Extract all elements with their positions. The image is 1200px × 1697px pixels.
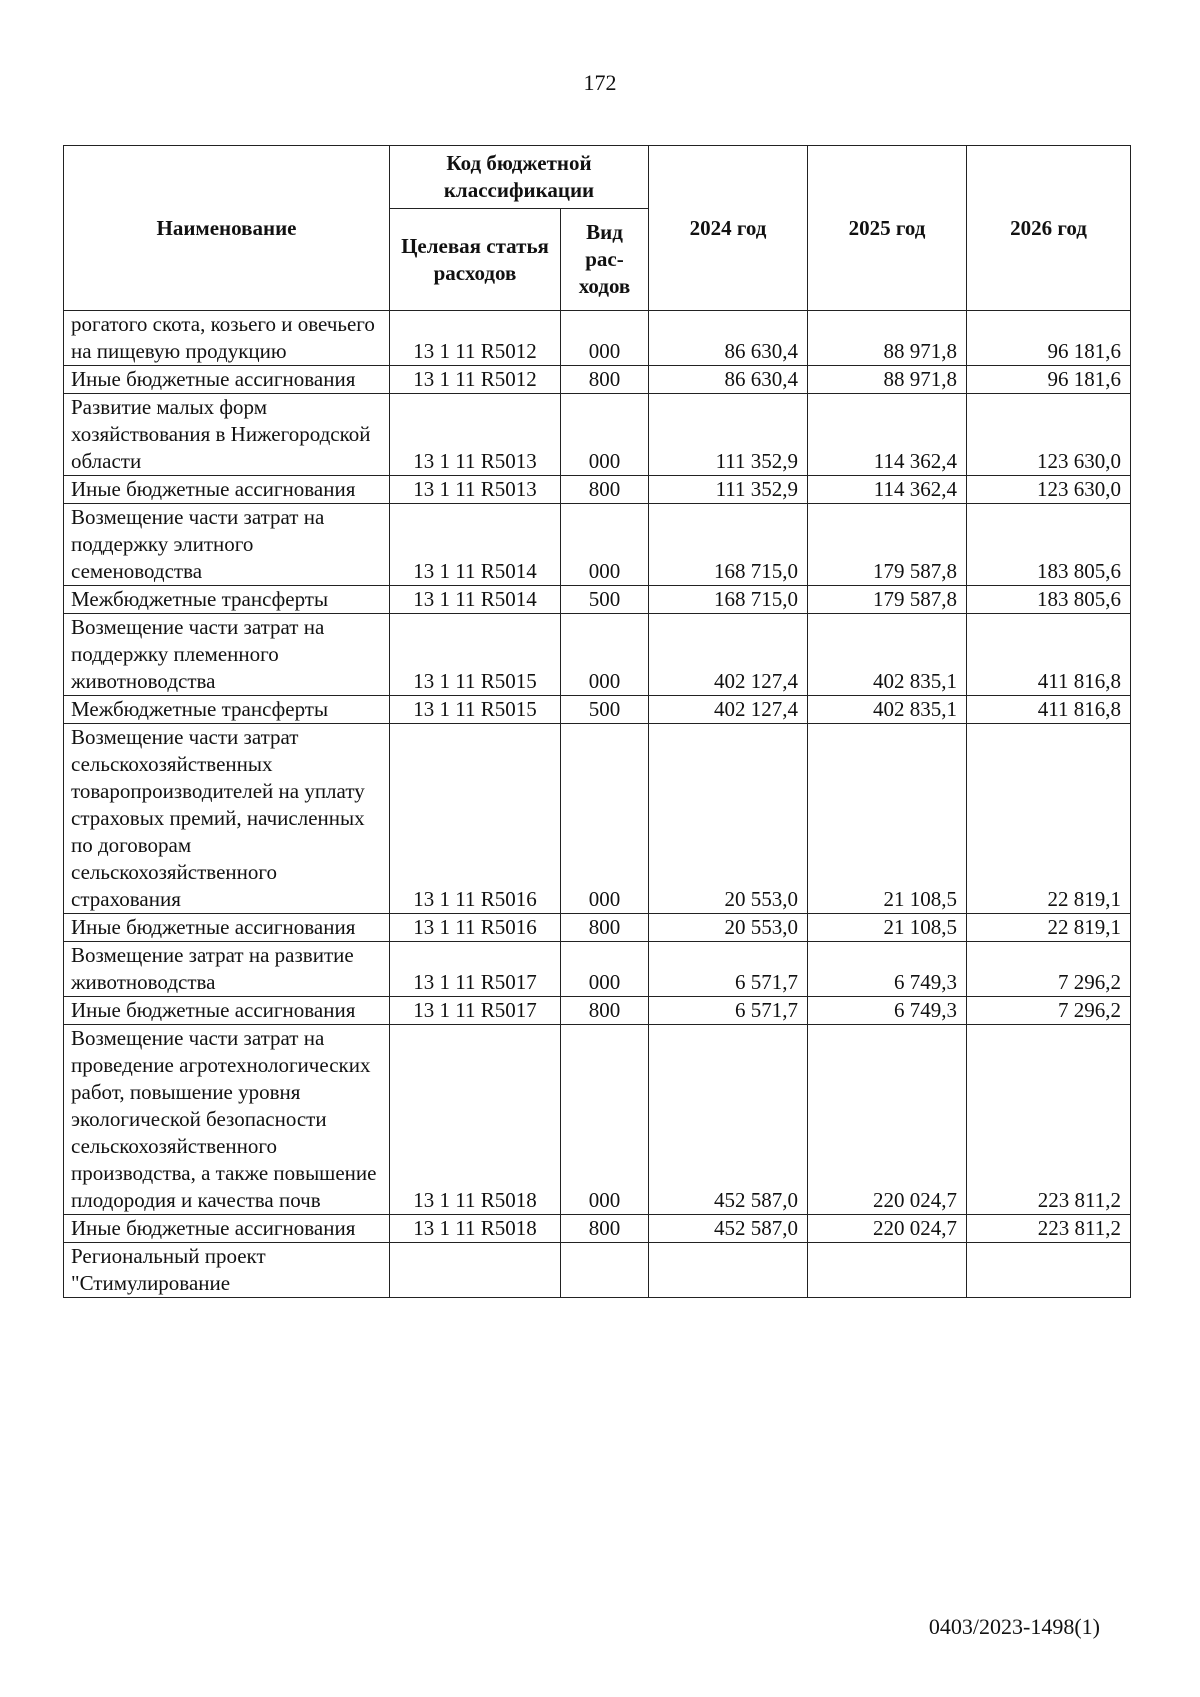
row-target-article-cell: 13 1 11 R5012 xyxy=(390,366,561,394)
table-row xyxy=(64,942,1131,997)
row-value-2025-cell: 179 587,8 xyxy=(808,504,967,586)
table-row xyxy=(64,614,1131,696)
document-id: 0403/2023-1498(1) xyxy=(928,1614,1100,1639)
row-value-2025-cell: 220 024,7 xyxy=(808,1215,967,1243)
row-name-cell: рогатого скота, козьего и овечьего на пищевую продукцию xyxy=(64,311,390,366)
row-name-cell: Возмещение части затрат на поддержку элитного семеноводства xyxy=(64,504,390,586)
row-expense-kind-cell: 800 xyxy=(561,476,649,504)
row-name-cell: Возмещение части затрат на проведение агротехнологических работ, повышение уровня экологической безопасности сельскохозяйственного производства, а также повышение плодородия и качества почв xyxy=(64,1025,390,1215)
row-target-article-cell: 13 1 11 R5017 xyxy=(390,997,561,1025)
table-row xyxy=(64,366,1131,394)
page-number: 172 xyxy=(583,70,617,95)
table-row xyxy=(64,914,1131,942)
row-value-2025-cell: 21 108,5 xyxy=(808,914,967,942)
row-value-2026-cell: 223 811,2 xyxy=(967,1025,1131,1215)
table-row xyxy=(64,997,1131,1025)
row-name-cell: Возмещение части затрат на поддержку племенного животноводства xyxy=(64,614,390,696)
row-value-2024-cell: 20 553,0 xyxy=(649,914,808,942)
row-target-article-cell: 13 1 11 R5017 xyxy=(390,942,561,997)
row-value-2025-cell: 114 362,4 xyxy=(808,476,967,504)
row-value-2026-cell: 183 805,6 xyxy=(967,504,1131,586)
row-target-article-cell: 13 1 11 R5015 xyxy=(390,696,561,724)
table-row xyxy=(64,394,1131,476)
row-expense-kind-cell: 800 xyxy=(561,997,649,1025)
row-expense-kind-cell: 000 xyxy=(561,394,649,476)
table-row xyxy=(64,586,1131,614)
row-value-2024-cell: 402 127,4 xyxy=(649,696,808,724)
row-value-2026-cell: 7 296,2 xyxy=(967,997,1131,1025)
row-value-2025-cell: 6 749,3 xyxy=(808,997,967,1025)
row-target-article-cell: 13 1 11 R5016 xyxy=(390,724,561,914)
row-name-cell: Иные бюджетные ассигнования xyxy=(64,1215,390,1243)
table-row xyxy=(64,476,1131,504)
row-value-2024-cell: 168 715,0 xyxy=(649,586,808,614)
row-value-2025-cell: 402 835,1 xyxy=(808,614,967,696)
row-value-2024-cell: 452 587,0 xyxy=(649,1025,808,1215)
row-value-2025-cell: 179 587,8 xyxy=(808,586,967,614)
header-year-2024: 2024 год xyxy=(649,146,808,311)
row-value-2025-cell: 402 835,1 xyxy=(808,696,967,724)
row-value-2024-cell: 168 715,0 xyxy=(649,504,808,586)
row-value-2026-cell xyxy=(967,1243,1131,1298)
row-value-2024-cell: 86 630,4 xyxy=(649,311,808,366)
row-value-2024-cell: 452 587,0 xyxy=(649,1215,808,1243)
row-value-2026-cell: 123 630,0 xyxy=(967,394,1131,476)
row-target-article-cell: 13 1 11 R5014 xyxy=(390,586,561,614)
row-expense-kind-cell: 000 xyxy=(561,614,649,696)
row-value-2026-cell: 411 816,8 xyxy=(967,614,1131,696)
row-expense-kind-cell: 800 xyxy=(561,1215,649,1243)
header-name: Наименование xyxy=(64,146,390,311)
row-expense-kind-cell: 800 xyxy=(561,914,649,942)
row-name-cell: Межбюджетные трансферты xyxy=(64,586,390,614)
row-target-article-cell: 13 1 11 R5012 xyxy=(390,311,561,366)
table-row xyxy=(64,1025,1131,1215)
table-row xyxy=(64,1243,1131,1298)
row-expense-kind-cell: 000 xyxy=(561,504,649,586)
row-value-2025-cell: 21 108,5 xyxy=(808,724,967,914)
row-value-2024-cell: 6 571,7 xyxy=(649,997,808,1025)
row-value-2026-cell: 96 181,6 xyxy=(967,366,1131,394)
row-value-2026-cell: 223 811,2 xyxy=(967,1215,1131,1243)
row-value-2024-cell: 86 630,4 xyxy=(649,366,808,394)
row-value-2025-cell: 88 971,8 xyxy=(808,366,967,394)
row-value-2026-cell: 7 296,2 xyxy=(967,942,1131,997)
row-expense-kind-cell: 000 xyxy=(561,724,649,914)
row-target-article-cell: 13 1 11 R5018 xyxy=(390,1025,561,1215)
header-year-2025: 2025 год xyxy=(808,146,967,311)
row-target-article-cell: 13 1 11 R5013 xyxy=(390,394,561,476)
row-value-2026-cell: 22 819,1 xyxy=(967,724,1131,914)
row-name-cell: Иные бюджетные ассигнования xyxy=(64,366,390,394)
header-code-group: Код бюджетной классификации xyxy=(390,146,649,209)
row-value-2024-cell: 6 571,7 xyxy=(649,942,808,997)
header-target-article: Целевая статья расходов xyxy=(390,209,561,311)
row-value-2024-cell: 111 352,9 xyxy=(649,476,808,504)
row-name-cell: Развитие малых форм хозяйствования в Нижегородской области xyxy=(64,394,390,476)
row-value-2026-cell: 123 630,0 xyxy=(967,476,1131,504)
row-name-cell: Межбюджетные трансферты xyxy=(64,696,390,724)
budget-table xyxy=(63,145,1131,1298)
row-value-2026-cell: 411 816,8 xyxy=(967,696,1131,724)
row-value-2025-cell: 6 749,3 xyxy=(808,942,967,997)
row-expense-kind-cell: 800 xyxy=(561,366,649,394)
row-value-2026-cell: 96 181,6 xyxy=(967,311,1131,366)
row-expense-kind-cell: 000 xyxy=(561,942,649,997)
row-value-2024-cell: 111 352,9 xyxy=(649,394,808,476)
row-name-cell: Иные бюджетные ассигнования xyxy=(64,476,390,504)
table-row xyxy=(64,1215,1131,1243)
row-expense-kind-cell: 500 xyxy=(561,696,649,724)
row-target-article-cell xyxy=(390,1243,561,1298)
row-name-cell: Региональный проект "Стимулирование xyxy=(64,1243,390,1298)
row-target-article-cell: 13 1 11 R5014 xyxy=(390,504,561,586)
row-value-2024-cell xyxy=(649,1243,808,1298)
table-row xyxy=(64,311,1131,366)
row-expense-kind-cell: 000 xyxy=(561,1025,649,1215)
header-expense-kind: Вид рас-ходов xyxy=(561,209,649,311)
row-value-2025-cell: 88 971,8 xyxy=(808,311,967,366)
row-target-article-cell: 13 1 11 R5018 xyxy=(390,1215,561,1243)
row-expense-kind-cell: 000 xyxy=(561,311,649,366)
row-value-2024-cell: 402 127,4 xyxy=(649,614,808,696)
row-value-2025-cell: 114 362,4 xyxy=(808,394,967,476)
row-target-article-cell: 13 1 11 R5013 xyxy=(390,476,561,504)
header-year-2026: 2026 год xyxy=(967,146,1131,311)
row-name-cell: Возмещение затрат на развитие животноводства xyxy=(64,942,390,997)
table-row xyxy=(64,724,1131,914)
row-value-2025-cell xyxy=(808,1243,967,1298)
row-value-2024-cell: 20 553,0 xyxy=(649,724,808,914)
row-target-article-cell: 13 1 11 R5015 xyxy=(390,614,561,696)
table-row xyxy=(64,504,1131,586)
table-row xyxy=(64,696,1131,724)
row-name-cell: Иные бюджетные ассигнования xyxy=(64,914,390,942)
table-header xyxy=(64,146,1131,311)
row-expense-kind-cell: 500 xyxy=(561,586,649,614)
table-body xyxy=(64,311,1131,1298)
row-name-cell: Иные бюджетные ассигнования xyxy=(64,997,390,1025)
row-expense-kind-cell xyxy=(561,1243,649,1298)
row-value-2026-cell: 183 805,6 xyxy=(967,586,1131,614)
row-value-2026-cell: 22 819,1 xyxy=(967,914,1131,942)
row-value-2025-cell: 220 024,7 xyxy=(808,1025,967,1215)
row-name-cell: Возмещение части затрат сельскохозяйственных товаропроизводителей на уплату страховых премий, начисленных по договорам сельскохозяйственного страхования xyxy=(64,724,390,914)
row-target-article-cell: 13 1 11 R5016 xyxy=(390,914,561,942)
